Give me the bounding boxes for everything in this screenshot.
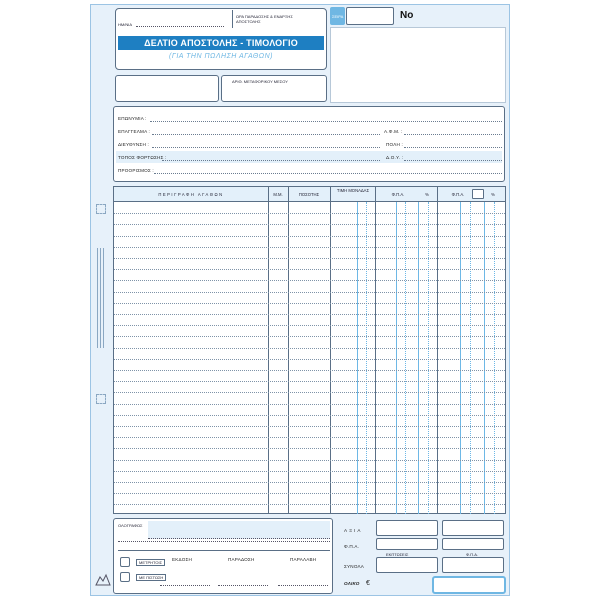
- table-row[interactable]: [114, 370, 505, 371]
- discount-label: ΕΚΠΤΩΣΕΙΣ: [386, 552, 409, 557]
- delivery-signature[interactable]: [218, 585, 268, 586]
- loading-place-label: ΤΟΠΟΣ ΦΟΡΤΩΣΗΣ :: [118, 155, 167, 160]
- table-row[interactable]: [114, 471, 505, 472]
- value-label: ΑΞΙΑ: [344, 528, 363, 533]
- destination-field[interactable]: [154, 173, 502, 174]
- table-row[interactable]: [114, 258, 505, 259]
- col-unit-header: Μ.Μ.: [273, 192, 283, 197]
- profession-field[interactable]: [152, 134, 380, 135]
- vat-number-field[interactable]: [404, 134, 502, 135]
- table-row[interactable]: [114, 236, 505, 237]
- table-row[interactable]: [114, 448, 505, 449]
- value-vat2-cell[interactable]: [442, 520, 504, 536]
- issuer-stamp-area[interactable]: [330, 27, 506, 103]
- loading-place-field[interactable]: [162, 160, 380, 161]
- subtotal-vat-label: Φ.Π.Α.: [466, 552, 479, 557]
- table-row[interactable]: [114, 415, 505, 416]
- col-vat2-header: Φ.Π.Α.: [451, 192, 465, 197]
- document-subtitle: (ΓΙΑ ΤΗΝ ΠΩΛΗΣΗ ΑΓΑΘΩΝ): [169, 53, 273, 60]
- table-row[interactable]: [114, 336, 505, 337]
- cash-label: ΜΕΤΡΗΤΟΙΣ: [136, 559, 165, 566]
- table-row[interactable]: [114, 504, 505, 505]
- date-label: ΗΜ/ΝΙΑ: [118, 22, 132, 27]
- totals-label: ΣΥΝΟΛΑ: [344, 564, 365, 569]
- vat2-rate-box[interactable]: [472, 189, 484, 199]
- table-row[interactable]: [114, 460, 505, 461]
- date-field[interactable]: [118, 10, 226, 28]
- address-field[interactable]: [152, 147, 380, 148]
- table-row[interactable]: [114, 269, 505, 270]
- destination-label: ΠΡΟΟΡΙΣΜΟΣ :: [118, 168, 154, 173]
- delivery-label: ΠΑΡΑΔΟΣΗ: [228, 557, 255, 562]
- euro-icon: €: [366, 580, 371, 587]
- col-description-header: ΠΕΡΙΓΡΑΦΗ ΑΓΑΘΩΝ: [158, 192, 224, 197]
- totals-vat1-cell[interactable]: [376, 557, 438, 573]
- vehicle-label: ΑΡΙΘ. ΜΕΤΑΦΟΡΙΚΟΥ ΜΕΣΟΥ: [232, 79, 288, 84]
- receipt-label: ΠΑΡΑΛΑΒΗ: [290, 557, 317, 562]
- col-unit-price-header: ΤΙΜΗ ΜΟΝΑΔΑΣ: [336, 188, 370, 193]
- tax-office-field[interactable]: [404, 160, 502, 161]
- address-label: ΔΙΕΥΘΥΝΣΗ :: [118, 142, 149, 147]
- in-words-field[interactable]: [148, 521, 330, 539]
- table-row[interactable]: [114, 359, 505, 360]
- grand-total-field[interactable]: [432, 576, 506, 594]
- city-label: ΠΟΛΗ :: [386, 142, 403, 147]
- delivery-time-field[interactable]: [232, 10, 324, 28]
- cash-checkbox[interactable]: [120, 557, 130, 567]
- table-row[interactable]: [114, 348, 505, 349]
- customer-block: [113, 106, 505, 182]
- table-row[interactable]: [114, 381, 505, 382]
- table-row[interactable]: [114, 247, 505, 248]
- tax-office-label: Δ.Ο.Υ. :: [386, 155, 404, 160]
- value-vat1-cell[interactable]: [376, 520, 438, 536]
- punch-mark: [96, 394, 106, 404]
- table-row[interactable]: [114, 482, 505, 483]
- side-legal-text: [97, 248, 107, 348]
- customer-name-label: ΕΠΩΝΥΜΙΑ :: [118, 116, 147, 121]
- table-row[interactable]: [114, 213, 505, 214]
- col-quantity-header: ΠΟΣΟΤΗΣ: [298, 192, 320, 197]
- vat1-amount-cell[interactable]: [376, 538, 438, 550]
- customer-name-field[interactable]: [150, 121, 502, 122]
- table-row[interactable]: [114, 392, 505, 393]
- totals-vat-label: Φ.Π.Α.: [344, 544, 360, 549]
- table-row[interactable]: [114, 292, 505, 293]
- punch-mark: [96, 204, 106, 214]
- vat-number-label: Α.Φ.Μ. :: [384, 129, 403, 134]
- table-row[interactable]: [114, 224, 505, 225]
- table-row[interactable]: [114, 426, 505, 427]
- table-row[interactable]: [114, 493, 505, 494]
- table-row[interactable]: [114, 303, 505, 304]
- grand-total-label: ΟΛΙΚΟ: [344, 581, 360, 586]
- col-vat1-header: Φ.Π.Α.: [391, 192, 405, 197]
- table-row[interactable]: [114, 437, 505, 438]
- delivery-time-label: ΩΡΑ ΠΑΡΑΔΟΣΗΣ & ΕΝΑΡΞΗΣ ΑΠΟΣΤΟΛΗΣ: [236, 14, 293, 24]
- in-words-label: ΟΛΟΓΡΑΦΩΣ: [118, 523, 143, 528]
- table-row[interactable]: [114, 314, 505, 315]
- document-title: ΔΕΛΤΙΟ ΑΠΟΣΤΟΛΗΣ - ΤΙΜΟΛΟΓΙΟ: [118, 36, 324, 50]
- profession-label: ΕΠΑΓΓΕΛΜΑ :: [118, 129, 151, 134]
- col-vat2-pct-header: %: [491, 192, 495, 197]
- vat2-amount-cell[interactable]: [442, 538, 504, 550]
- issued-signature[interactable]: [160, 585, 210, 586]
- table-row[interactable]: [114, 325, 505, 326]
- col-vat1-pct-header: %: [425, 192, 429, 197]
- receipt-signature[interactable]: [278, 585, 328, 586]
- table-row[interactable]: [114, 280, 505, 281]
- series-label: ΣΕΙΡΑ: [332, 14, 344, 19]
- logo-seal-icon: [94, 573, 112, 587]
- series-tab: [330, 7, 345, 25]
- credit-checkbox[interactable]: [120, 572, 130, 582]
- credit-label: ΜΕ ΠΙΣΤΩΣΗ: [136, 574, 166, 581]
- series-input[interactable]: [346, 7, 394, 25]
- invoice-number-label: Νο: [400, 10, 414, 21]
- totals-vat2-cell[interactable]: [442, 557, 504, 573]
- table-row[interactable]: [114, 404, 505, 405]
- issued-label: ΕΚΔΟΣΗ: [172, 557, 193, 562]
- vehicle-box[interactable]: [221, 75, 327, 102]
- vehicle-box-left[interactable]: [115, 75, 219, 102]
- city-field[interactable]: [404, 147, 502, 148]
